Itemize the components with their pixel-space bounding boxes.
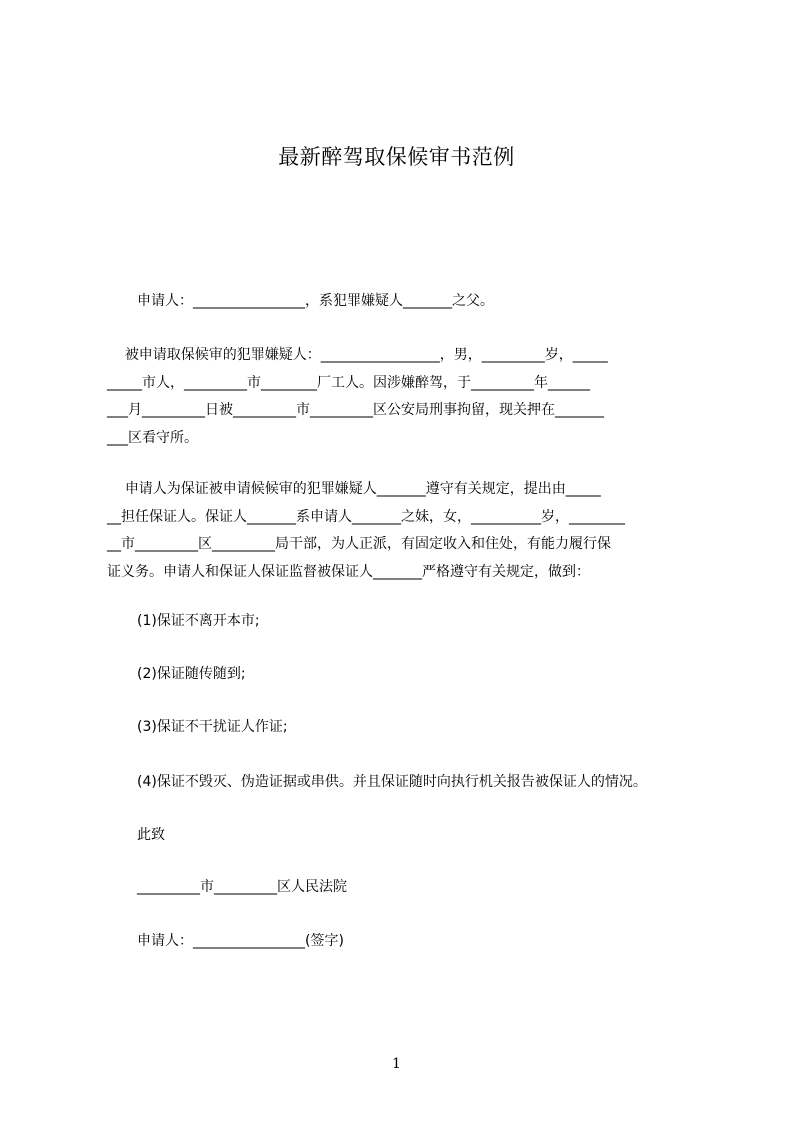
suspect-paragraph-line-1: 被申请取保候审的犯罪嫌疑人：_________________，男，_________岁，_____ [107, 347, 608, 363]
obligation-item-2: (2)保证随传随到; [137, 666, 246, 682]
document-title: 最新醉驾取保候审书范例 [278, 145, 515, 169]
salutation: 此致 [137, 827, 165, 843]
guarantee-paragraph-line-3: __市_________区_________局干部，为人正派，有固定收入和住处，有能力履行保 [107, 536, 611, 553]
obligation-item-1: (1)保证不离开本市; [137, 613, 260, 629]
suspect-paragraph-line-3: ___月_________日被_________市_________区公安局刑事拘留，现关押在_______ [107, 402, 604, 419]
obligation-item-4: (4)保证不毁灭、伪造证据或串供。并且保证随时向执行机关报告被保证人的情况。 [137, 774, 647, 790]
page-number: 1 [392, 1056, 401, 1072]
obligation-item-3: (3)保证不干扰证人作证; [137, 719, 288, 735]
suspect-paragraph-line-2: _____市人，_________市________厂工人。因涉嫌醉驾，于_________年______ [107, 374, 590, 391]
applicant-signature-line: 申请人：________________(签字) [137, 933, 344, 949]
court-addressee: _________市_________区人民法院 [137, 879, 347, 895]
applicant-line: 申请人：________________，系犯罪嫌疑人_______之父。 [137, 293, 494, 309]
guarantee-paragraph-line-1: 申请人为保证被申请候候审的犯罪嫌疑人_______遵守有关规定，提出由_____ [107, 481, 601, 497]
guarantee-paragraph-line-4: 证义务。申请人和保证人保证监督被保证人_______严格遵守有关规定，做到： [107, 563, 590, 580]
suspect-paragraph-line-4: ___区看守所。 [107, 429, 198, 446]
guarantee-paragraph-line-2: __担任保证人。保证人_______系申请人_______之妹，女，__________岁，________ [107, 508, 625, 525]
